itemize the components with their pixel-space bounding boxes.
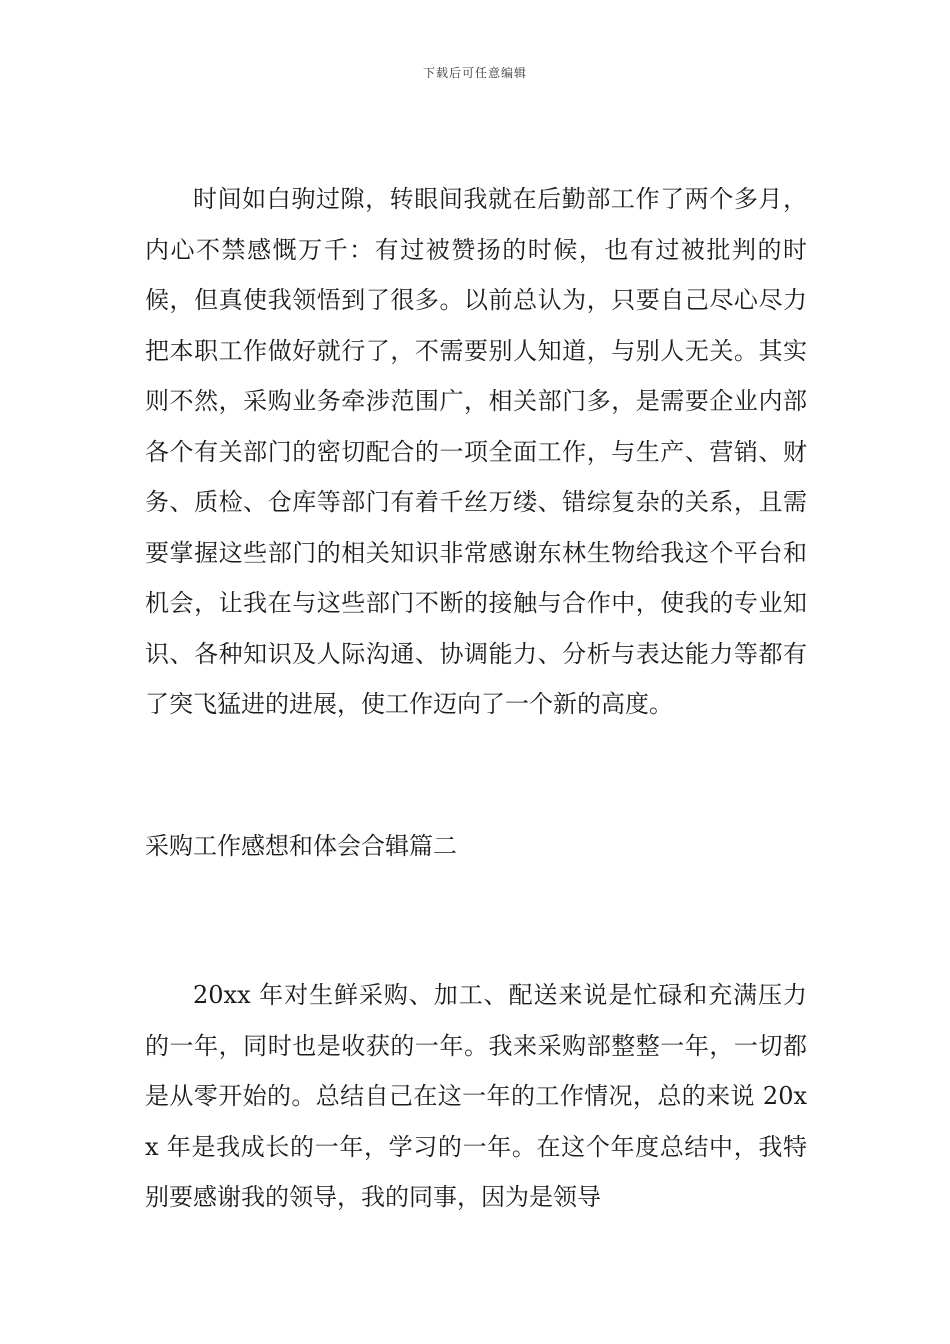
section-title: 采购工作感想和体会合辑篇二 [145,832,457,860]
page-header-note: 下载后可任意编辑 [422,66,527,80]
paragraph-1: 时间如白驹过隙，转眼间我就在后勤部工作了两个多月，内心不禁感慨万千：有过被赞扬的时候，也有过被批判的时候，但真使我领悟到了很多。以前总认为，只要自己尽心尽力把本职工作做好就行了，不需要别人知道，与别人无关。其实则不然，采购业务牵涉范围广，相关部门多，是需要企业内部各个有关部门的密切配合的一项全面工作，与生产、营销、财务、质检、仓库等部门有着千丝万缕、错综复杂的关系，且需要掌握这些部门的相关知识非常感谢东林生物给我这个平台和机会，让我在与这些部门不断的接触与合作中，使我的专业知识、各种知识及人际沟通、协调能力、分析与表达能力等都有了突飞猛进的进展，使工作迈向了一个新的高度。 [145,185,807,718]
paragraph-2: 20xx 年对生鲜采购、加工、配送来说是忙碌和充满压力的一年，同时也是收获的一年。我来采购部整整一年，一切都是从零开始的。总结自己在这一年的工作情况，总的来说 20xx 年是我成长的一年，学习的一年。在这个年度总结中，我特别要感谢我的领导，我的同事，因为是领导 [145,981,807,1211]
body-section-2 [145,970,807,1223]
body-section-1 [145,174,807,730]
